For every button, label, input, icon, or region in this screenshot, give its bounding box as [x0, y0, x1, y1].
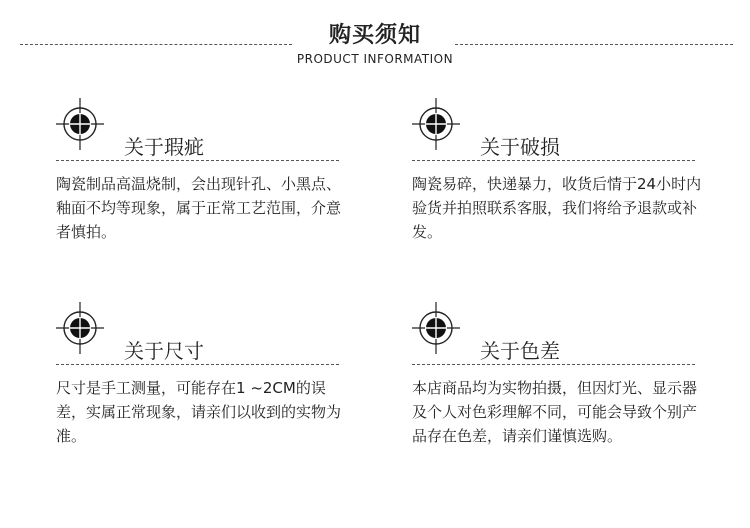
page-header: [0, 0, 750, 80]
crosshair-icon: [412, 302, 460, 354]
section-divider: [56, 364, 339, 365]
header-divider-right: [455, 44, 733, 45]
section-divider: [412, 160, 695, 161]
section-divider: [412, 364, 695, 365]
crosshair-icon: [56, 98, 104, 150]
page-title: 购买须知: [328, 23, 421, 48]
crosshair-icon: [412, 98, 460, 150]
section-title: 关于破损: [480, 135, 560, 159]
section-title: 关于色差: [480, 339, 560, 363]
section-text: 尺寸是手工测量，可能存在1 ~2CM的误差，实属正常现象，请亲们以收到的实物为准。: [56, 379, 342, 445]
section-title: 关于瑕疵: [124, 135, 204, 159]
section-text: 陶瓷制品高温烧制，会出现针孔、小黑点、釉面不均等现象，属于正常工艺范围，介意者慎拍。: [56, 175, 342, 241]
section-divider: [56, 160, 339, 161]
section-text: 陶瓷易碎，快递暴力，收货后情于24小时内验货并拍照联系客服，我们将给予退款或补发。: [412, 175, 702, 241]
section-title: 关于尺寸: [124, 339, 204, 363]
page-subtitle: PRODUCT INFORMATION: [296, 52, 454, 66]
section-text: 本店商品均为实物拍摄，但因灯光、显示器及个人对色彩理解不同，可能会导致个别产品存在色差，请亲们谨慎选购。: [412, 379, 698, 445]
crosshair-icon: [56, 302, 104, 354]
